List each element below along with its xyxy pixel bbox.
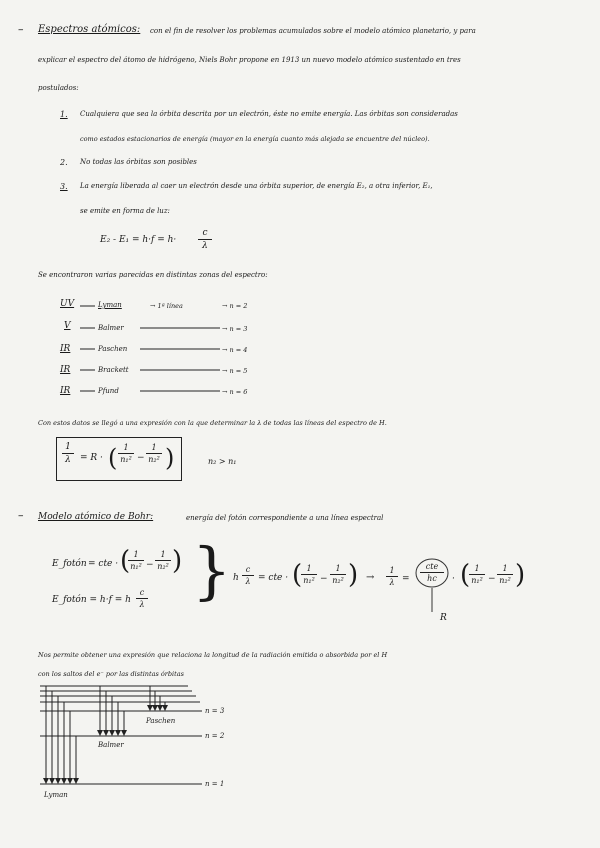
section-bullet: – — [18, 509, 24, 522]
series-region: V — [64, 321, 71, 331]
level-label-n2: n = 2 — [205, 732, 225, 740]
numerator: 1 — [133, 550, 139, 559]
denominator: λ — [65, 455, 71, 465]
paren-right: ) — [165, 444, 175, 472]
numerator: 1 — [502, 564, 508, 573]
minus-sign: − — [320, 574, 328, 584]
rydberg-constant-label: R — [440, 613, 447, 623]
formula-part: = cte · — [88, 559, 119, 569]
denominator: λ — [202, 241, 208, 251]
list-number: 1. — [60, 110, 68, 119]
numerator: 1 — [65, 442, 71, 452]
text-line: Se encontraron varias parecidas en distintas zonas del espectro: — [38, 271, 268, 279]
series-note: → 1ª línea — [150, 302, 183, 310]
text-line: La energía liberada al caer un electrón desde una órbita superior, de energía E₂, a otra inferior, E₁, — [80, 182, 433, 190]
series-level: → n = 2 — [222, 302, 248, 310]
series-region: IR — [60, 344, 71, 354]
series-name: Paschen — [98, 345, 128, 353]
numerator: 1 — [306, 564, 312, 573]
text-line: Cualquiera que sea la órbita descrita por un electrón, éste no emite energía. Las órbitas son consideradas — [80, 110, 458, 118]
series-region: UV — [60, 299, 75, 309]
denominator: n₂² — [148, 455, 160, 464]
minus-sign: − — [137, 453, 145, 463]
series-region: IR — [60, 365, 71, 375]
paren-right: ) — [515, 560, 526, 590]
text-line: Con estos datos se llegó a una expresión con la que determinar la λ de todas las líneas del espectro de H. — [38, 419, 387, 427]
numerator: 1 — [160, 550, 166, 559]
text-line: Nos permite obtener una expresión que relaciona la longitud de la radiación emitida o absorbida por el H — [38, 651, 388, 659]
text-line: con el fin de resolver los problemas acumulados sobre el modelo atómico planetario, y para — [150, 27, 476, 35]
denominator: n₁² — [120, 455, 132, 464]
text-line: como estados estacionarios de energía (mayor en la energía cuanto más alejada se encuentre del núcleo). — [80, 135, 430, 143]
level-label-n1: n = 1 — [205, 780, 225, 788]
denominator: n₁² — [130, 562, 142, 571]
formula-part: E_fotón = h·f = h — [52, 595, 131, 605]
paren-left: ( — [120, 546, 131, 576]
section-subtitle: energía del fotón correspondiente a una línea espectral — [186, 514, 384, 522]
numerator: c — [139, 588, 145, 597]
series-name: Brackett — [98, 366, 129, 374]
section-bullet: – — [18, 23, 24, 36]
section-title: Espectros atómicos: — [38, 24, 141, 35]
denominator: n₁² — [303, 576, 315, 585]
series-name: Pfund — [98, 387, 119, 395]
series-name: Balmer — [98, 324, 124, 332]
level-label-n3: n = 3 — [205, 707, 225, 715]
numerator: 1 — [389, 566, 395, 575]
minus-sign: − — [146, 560, 154, 570]
arrow: → — [366, 572, 375, 583]
text-line: postulados: — [38, 84, 79, 92]
paren-left: ( — [292, 560, 303, 590]
paren-right: ) — [172, 546, 183, 576]
lyman-label: Lyman — [44, 791, 68, 799]
paren-right: ) — [348, 560, 359, 590]
paschen-label: Paschen — [146, 717, 176, 725]
condition: n₂ > n₁ — [208, 457, 237, 466]
numerator: 1 — [474, 564, 480, 573]
paren-left: ( — [108, 444, 118, 472]
brace: } — [192, 534, 232, 607]
numerator: 1 — [335, 564, 341, 573]
list-number: 3. — [60, 182, 68, 191]
text-line: explicar el espectro del átomo de hidrógeno, Niels Bohr propone en 1913 un nuevo modelo atómico sustentado en tres — [38, 56, 461, 64]
numerator: 1 — [123, 443, 129, 452]
denominator: λ — [389, 578, 395, 587]
dot: · — [452, 574, 455, 584]
series-level: → n = 5 — [222, 367, 248, 375]
formula-part: E_fotón — [52, 559, 87, 569]
numerator: cte — [425, 562, 439, 571]
series-level: → n = 4 — [222, 346, 248, 354]
equals-sign: = — [402, 574, 410, 584]
denominator: n₂² — [332, 576, 344, 585]
denominator: n₂² — [499, 576, 511, 585]
series-level: → n = 6 — [222, 388, 248, 396]
formula-part: h — [233, 573, 239, 583]
balmer-label: Balmer — [98, 741, 124, 749]
text-line: con los saltos del e⁻ por las distintas órbitas — [38, 670, 184, 678]
formula-part: = R · — [80, 453, 103, 463]
denominator: n₂² — [157, 562, 169, 571]
list-number: 2. — [60, 158, 68, 167]
denominator: λ — [139, 600, 145, 609]
paren-left: ( — [460, 560, 471, 590]
formula-part: = cte · — [258, 573, 289, 583]
section-title: Modelo atómico de Bohr: — [38, 512, 154, 522]
series-region: IR — [60, 386, 71, 396]
text-line: se emite en forma de luz: — [80, 207, 170, 215]
denominator: n₁² — [471, 576, 483, 585]
equation: E₂ - E₁ = h·f = h· — [100, 235, 177, 245]
series-level: → n = 3 — [222, 325, 248, 333]
text-line: No todas las órbitas son posibles — [80, 158, 197, 166]
numerator: c — [202, 228, 208, 238]
series-name: Lyman — [98, 301, 122, 309]
numerator: c — [245, 565, 251, 574]
denominator: hc — [427, 574, 437, 583]
minus-sign: − — [488, 574, 496, 584]
numerator: 1 — [151, 443, 157, 452]
denominator: λ — [245, 577, 251, 586]
